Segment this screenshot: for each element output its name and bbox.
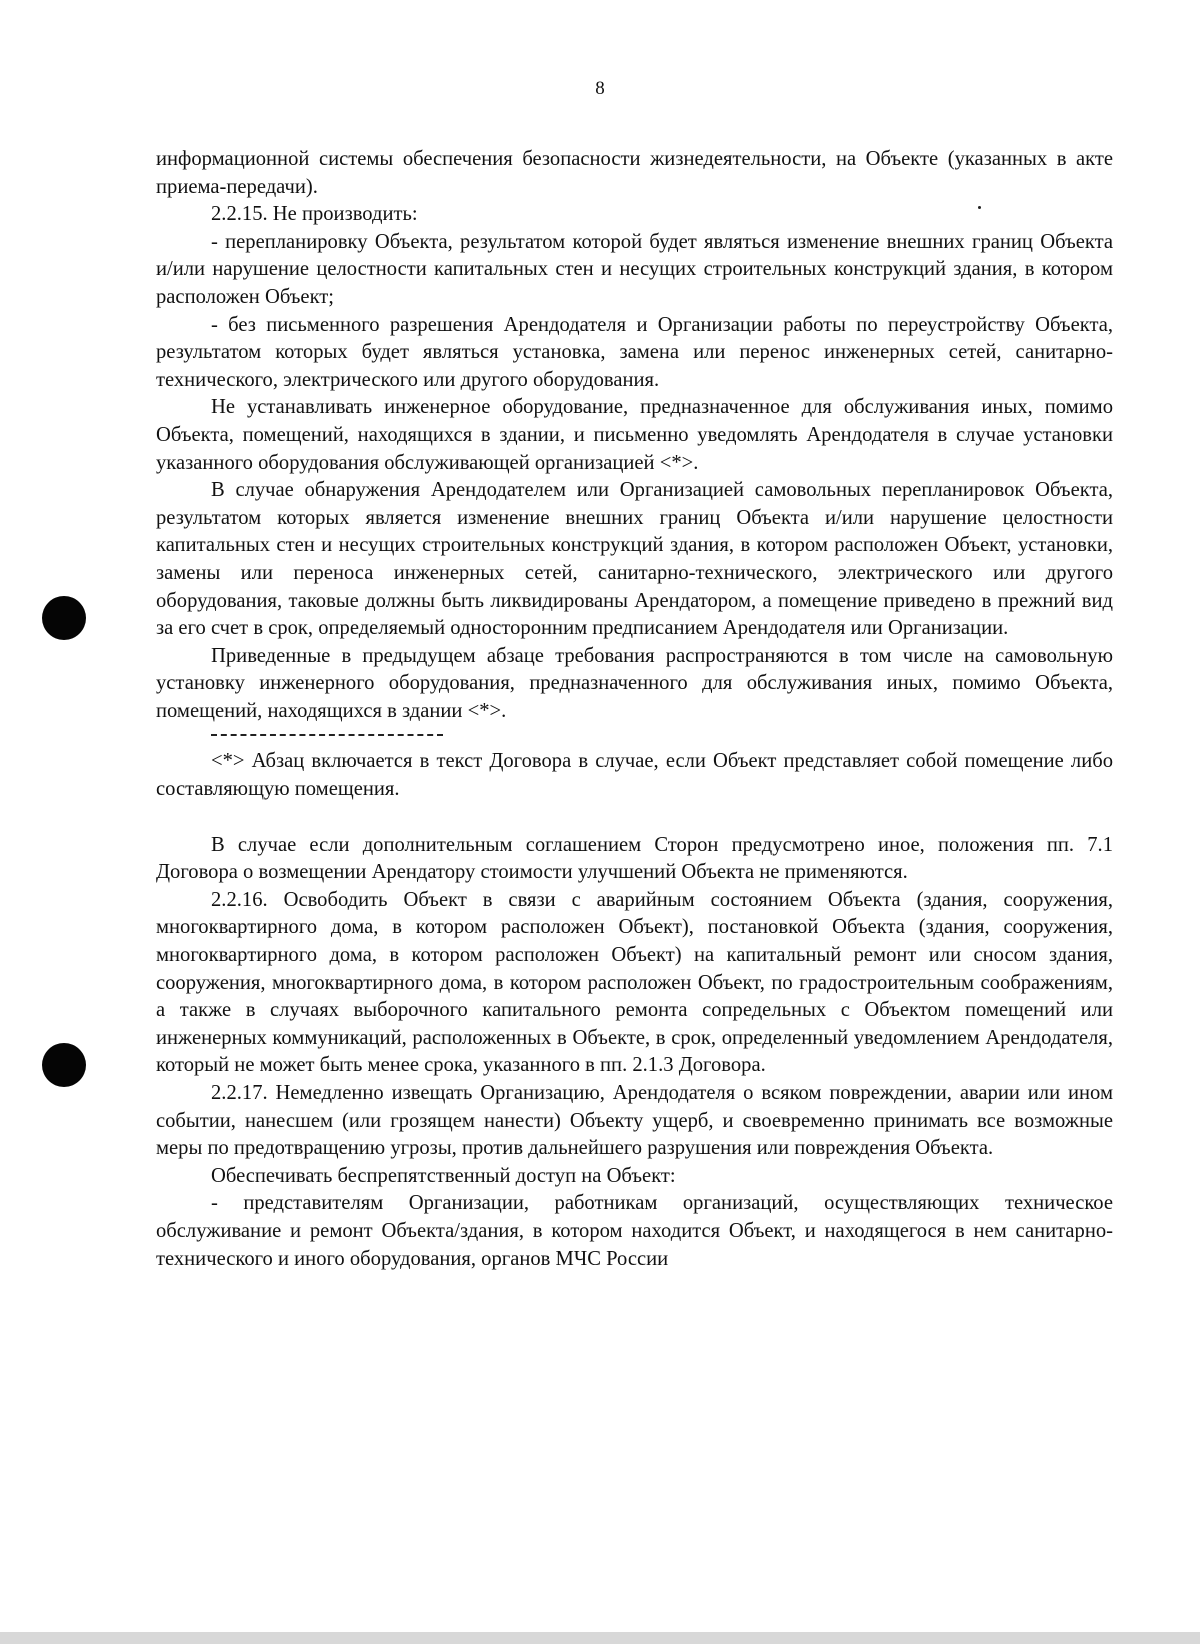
paragraph-continuation: информационной системы обеспечения безопасности жизнедеятельности, на Объекте (указанных в акте приема-передачи). [156,148,1113,198]
footnote-separator [211,734,443,748]
footnote: <*> Абзац включается в текст Договора в случае, если Объект представляет собой помещение либо составляющую помещения. [156,750,1113,801]
punch-hole-bottom [42,1043,86,1087]
clause-2-2-17: 2.2.17. Немедленно извещать Организацию, Арендодателя о всяком повреждении, аварии или ином событии, нанесшем (или грозящем нанести) Объекту ущерб, и своевременно принимать все возможные меры по предотвращению угрозы, против дальнейшего разрушения или повреждения Объекта. [156,1082,1113,1160]
spacer [156,804,1113,832]
clause-item-access: - представителям Организации, работникам организаций, осуществляющих техническое обслуживание и ремонт Объекта/здания, в котором находится Объект, и находящегося в нем санитарно-технического и иного оборудования, органов МЧС России [156,1192,1113,1270]
clause-2-2-15-heading: 2.2.15. Не производить: [211,203,418,226]
paragraph-requirements: Приведенные в предыдущем абзаце требования распространяются в том числе на самовольную установку инженерного оборудования, предназначенного для обслуживания иных, помимо Объекта, помещений, находящихся в здании <*>. [156,644,1113,722]
paragraph-improvements: В случае если дополнительным соглашением Сторон предусмотрено иное, положения пп. 7.1 Договора о возмещении Арендатору стоимости улучшений Объекта не применяются. [156,833,1113,884]
scan-bottom-edge [0,1632,1200,1644]
paragraph-unauthorized-changes: В случае обнаружения Арендодателем или Организацией самовольных перепланировок Объекта, результатом которых является изменение внешних границ Объекта и/или нарушение целостности капитальных стен и несущих строительных конструкций здания, в котором расположен Объект, установки, замены или переноса инженерных сетей, санитарно-технического, электрического или другого оборудования, таковые должны быть ликвидированы Арендатором, а помещение приведено в прежний вид за его счет в срок, определяемый односторонним предписанием Арендодателя или Организации. [156,479,1113,640]
page-number: 8 [595,78,605,99]
document-body [156,146,1113,1273]
clause-item-replanning: - перепланировку Объекта, результатом которой будет являться изменение внешних границ Объекта и/или нарушение целостности капитальных стен и несущих строительных конструкций здания, в котором расположен Объект; [156,230,1113,308]
paragraph-equipment: Не устанавливать инженерное оборудование, предназначенное для обслуживания иных, помимо Объекта, помещений, находящихся в здании, и письменно уведомлять Арендодателя в случае установки указанного оборудования обслуживающей организацией <*>. [156,396,1113,474]
paragraph-access-heading: Обеспечивать беспрепятственный доступ на Объект: [211,1164,676,1187]
clause-2-2-16: 2.2.16. Освободить Объект в связи с аварийным состоянием Объекта (здания, сооружения, многоквартирного дома, в котором расположен Объект), постановкой Объекта (здания, сооружения, многоквартирного дома, в котором расположен Объект) на капитальный ремонт или сносом здания, сооружения, многоквартирного дома, в котором расположен Объект, по градостроительным соображениям, а также в случаях выборочного капитального ремонта сопредельных с Объектом помещений или инженерных коммуникаций, расположенных в Объекте, в срок, определенный уведомлением Арендодателя, который не может быть менее срока, указанного в пп. 2.1.3 Договора. [156,888,1113,1077]
punch-hole-top [42,596,86,640]
clause-item-reconstruction: - без письменного разрешения Арендодателя и Организации работы по переустройству Объекта, результатом которых будет являться установка, замена или перенос инженерных сетей, санитарно-технического, электрического или другого оборудования. [156,313,1113,391]
